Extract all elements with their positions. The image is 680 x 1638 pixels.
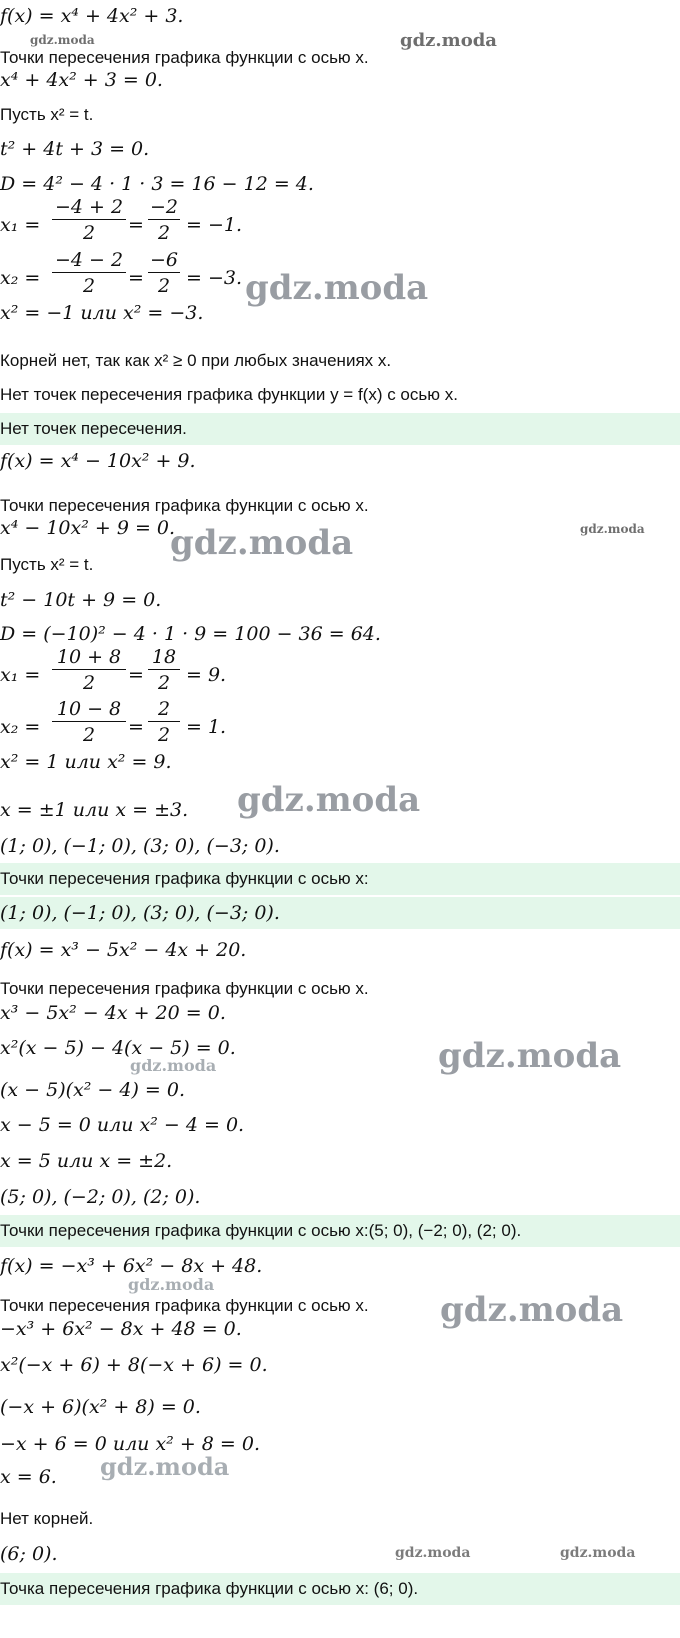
- equation-line: x³ − 5x² − 4x + 20 = 0.: [0, 1002, 226, 1024]
- equation-line: D = (−10)² − 4 · 1 · 9 = 100 − 36 = 64.: [0, 623, 381, 645]
- equation-line: (5; 0), (−2; 0), (2; 0).: [0, 1186, 201, 1208]
- numerator: 10 − 8: [52, 697, 126, 722]
- equation-line: −x³ + 6x² − 8x + 48 = 0.: [0, 1318, 242, 1340]
- fraction: [148, 195, 180, 244]
- answer-box-heading: Точки пересечения графика функции с осью x:: [0, 863, 680, 895]
- text-line: Точки пересечения графика функции с осью x.: [0, 48, 369, 67]
- numerator: −4 − 2: [52, 248, 126, 273]
- equation-line: f(x) = x⁴ − 10x² + 9.: [0, 450, 196, 472]
- fraction-line: [0, 195, 680, 255]
- watermark: gdz.moda: [30, 33, 95, 47]
- fraction-lhs: x₂ =: [0, 716, 41, 738]
- equation-line: (x − 5)(x² − 4) = 0.: [0, 1079, 185, 1101]
- numerator: −2: [150, 196, 179, 218]
- equation-line: x = 6.: [0, 1466, 57, 1488]
- numerator: −4 + 2: [52, 195, 126, 220]
- equation-line: −x + 6 = 0 или x² + 8 = 0.: [0, 1433, 261, 1455]
- equation-line: x = ±1 или x = ±3.: [0, 799, 189, 821]
- equation-line: t² + 4t + 3 = 0.: [0, 138, 150, 160]
- watermark: gdz.moda: [128, 1275, 215, 1294]
- equation-line: x²(x − 5) − 4(x − 5) = 0.: [0, 1037, 236, 1059]
- fraction-line: [0, 645, 680, 705]
- numerator: −6: [150, 249, 179, 271]
- fraction: [52, 248, 126, 297]
- watermark: gdz.moda: [440, 1290, 624, 1330]
- equals-sign: =: [128, 664, 144, 686]
- text-line: Пусть x² = t.: [0, 555, 94, 574]
- text-line: Корней нет, так как x² ≥ 0 при любых значениях x.: [0, 351, 392, 370]
- denominator: 2: [82, 672, 96, 694]
- denominator: 2: [82, 222, 96, 244]
- equation-line: x² = 1 или x² = 9.: [0, 751, 172, 773]
- fraction-result: = 1.: [186, 716, 227, 738]
- fraction: [148, 697, 180, 746]
- denominator: 2: [157, 222, 171, 244]
- denominator: 2: [157, 724, 171, 746]
- equals-sign: =: [128, 267, 144, 289]
- equation-line: x⁴ − 10x² + 9 = 0.: [0, 517, 176, 539]
- watermark: gdz.moda: [170, 523, 354, 563]
- answer-box: Точка пересечения графика функции с осью x: (6; 0).: [0, 1573, 680, 1605]
- watermark: gdz.moda: [438, 1036, 622, 1076]
- answer-box-points: (1; 0), (−1; 0), (3; 0), (−3; 0).: [0, 897, 680, 929]
- equation-line: f(x) = −x³ + 6x² − 8x + 48.: [0, 1255, 263, 1277]
- numerator: 18: [148, 645, 180, 670]
- equation-line: x = 5 или x = ±2.: [0, 1150, 173, 1172]
- watermark: gdz.moda: [395, 1545, 471, 1561]
- equation-line: (−x + 6)(x² + 8) = 0.: [0, 1396, 201, 1418]
- watermark: gdz.moda: [400, 30, 497, 51]
- numerator: 2: [148, 697, 180, 722]
- equation-line: x − 5 = 0 или x² − 4 = 0.: [0, 1114, 245, 1136]
- equation-line: f(x) = x⁴ + 4x² + 3.: [0, 5, 184, 27]
- watermark: gdz.moda: [245, 268, 429, 308]
- equation-line: (6; 0).: [0, 1543, 58, 1565]
- watermark: gdz.moda: [237, 780, 421, 820]
- equation-line: x⁴ + 4x² + 3 = 0.: [0, 69, 163, 91]
- equals-sign: =: [128, 214, 144, 236]
- fraction-line: [0, 697, 680, 757]
- watermark: gdz.moda: [100, 1452, 230, 1481]
- denominator: 2: [82, 275, 96, 297]
- text-line: Нет точек пересечения графика функции y = f(x) с осью x.: [0, 385, 458, 404]
- denominator: 2: [82, 724, 96, 746]
- text-line: Нет корней.: [0, 1509, 94, 1528]
- text-line: Пусть x² = t.: [0, 105, 94, 124]
- fraction: [52, 195, 126, 244]
- fraction: [148, 248, 180, 297]
- answer-box: Точки пересечения графика функции с осью x:(5; 0), (−2; 0), (2; 0).: [0, 1215, 680, 1247]
- fraction-result: = −3.: [186, 267, 243, 289]
- fraction-result: = −1.: [186, 214, 243, 236]
- equation-line: (1; 0), (−1; 0), (3; 0), (−3; 0).: [0, 835, 280, 857]
- text-line: Точки пересечения графика функции с осью x.: [0, 979, 369, 998]
- fraction: [52, 697, 126, 746]
- equation-line: x² = −1 или x² = −3.: [0, 302, 204, 324]
- fraction-lhs: x₁ =: [0, 664, 41, 686]
- denominator: 2: [157, 275, 171, 297]
- fraction-lhs: x₂ =: [0, 267, 41, 289]
- fraction: [52, 645, 126, 694]
- equation-line: x²(−x + 6) + 8(−x + 6) = 0.: [0, 1354, 268, 1376]
- text-line: Точки пересечения графика функции с осью x.: [0, 1296, 369, 1315]
- equation-line: t² − 10t + 9 = 0.: [0, 589, 162, 611]
- equation-line: D = 4² − 4 · 1 · 3 = 16 − 12 = 4.: [0, 173, 314, 195]
- equation-line: f(x) = x³ − 5x² − 4x + 20.: [0, 939, 247, 961]
- denominator: 2: [157, 672, 171, 694]
- fraction-lhs: x₁ =: [0, 214, 41, 236]
- equals-sign: =: [128, 716, 144, 738]
- watermark: gdz.moda: [580, 522, 645, 536]
- answer-box: Нет точек пересечения.: [0, 413, 680, 445]
- text-line: Точки пересечения графика функции с осью x.: [0, 496, 369, 515]
- watermark: gdz.moda: [560, 1545, 636, 1561]
- fraction-result: = 9.: [186, 664, 227, 686]
- fraction: [148, 645, 180, 694]
- watermark: gdz.moda: [130, 1056, 217, 1075]
- numerator: 10 + 8: [52, 645, 126, 670]
